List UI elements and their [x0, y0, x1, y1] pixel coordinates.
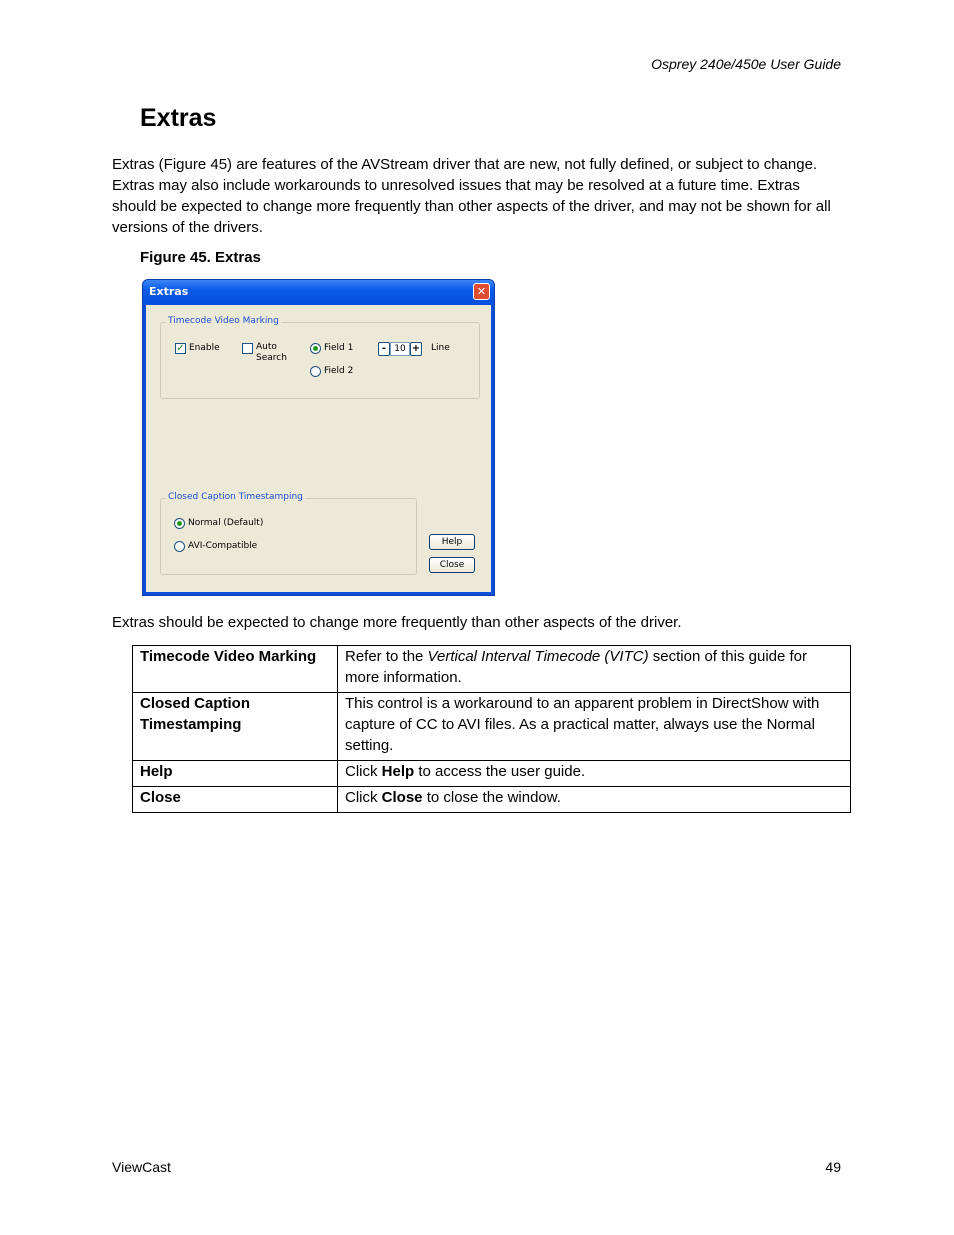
- field-1-label: Field 1: [324, 343, 354, 353]
- dialog-client-area: [146, 305, 491, 592]
- table-term: Timecode Video Marking: [133, 646, 338, 693]
- desc-text: to close the window.: [422, 789, 561, 806]
- table-term: Closed Caption Timestamping: [133, 693, 338, 761]
- desc-text: Click: [345, 789, 382, 806]
- desc-text: Refer to the: [345, 648, 428, 665]
- page-number: 49: [825, 1159, 841, 1175]
- help-button[interactable]: Help: [429, 534, 475, 550]
- auto-search-checkbox[interactable]: [242, 343, 253, 354]
- caption-group-legend: Closed Caption Timestamping: [168, 492, 303, 502]
- timecode-group-legend: Timecode Video Marking: [168, 316, 279, 326]
- running-header: Osprey 240e/450e User Guide: [651, 56, 841, 72]
- table-description: This control is a workaround to an apparent problem in DirectShow with capture of CC to AVI files. As a practical matter, always use the Normal setting.: [338, 693, 851, 761]
- table-row: [133, 787, 851, 813]
- auto-search-label: Auto Search: [256, 342, 287, 363]
- table-term: Help: [133, 761, 338, 787]
- desc-text: to access the user guide.: [414, 763, 586, 780]
- normal-default-label: Normal (Default): [188, 518, 264, 528]
- table-description: [338, 761, 851, 787]
- enable-checkbox[interactable]: [175, 343, 186, 354]
- line-number-field[interactable]: 10: [390, 342, 410, 356]
- close-button[interactable]: Close: [429, 557, 475, 573]
- dialog-title: Extras: [149, 285, 189, 298]
- footer-brand: ViewCast: [112, 1159, 171, 1175]
- dialog-titlebar: [143, 280, 494, 305]
- vitc-reference: Vertical Interval Timecode (VITC): [427, 648, 649, 665]
- avi-compatible-label: AVI-Compatible: [188, 541, 258, 551]
- closed-caption-timestamping-group: [160, 492, 417, 575]
- desc-bold: Help: [381, 763, 415, 780]
- after-figure-paragraph: Extras should be expected to change more frequently than other aspects of the driver.: [112, 614, 682, 631]
- extras-description-table: [132, 645, 851, 813]
- table-term: Close: [133, 787, 338, 813]
- table-description: [338, 646, 851, 693]
- normal-default-radio[interactable]: [174, 518, 185, 529]
- table-row: [133, 761, 851, 787]
- timecode-video-marking-group: [160, 316, 480, 399]
- intro-paragraph: Extras (Figure 45) are features of the AVStream driver that are new, not fully defined, or subject to change. Extras may also include workarounds to unresolved issues that may be resolved at a future time. Extras should be expected to change more frequently than other aspects of the driver, and may not be shown for all versions of the drivers.: [112, 156, 831, 236]
- field-2-radio[interactable]: [310, 366, 321, 377]
- table-row: [133, 646, 851, 693]
- desc-text: section of this guide for more information.: [345, 648, 808, 686]
- table-description: [338, 787, 851, 813]
- enable-label: Enable: [189, 343, 220, 353]
- desc-bold: Close: [381, 789, 423, 806]
- desc-text: Click: [345, 763, 382, 780]
- field-2-label: Field 2: [324, 366, 354, 376]
- line-decrement-button[interactable]: -: [378, 342, 390, 356]
- line-label: Line: [431, 343, 450, 353]
- table-row: [133, 693, 851, 761]
- avi-compatible-radio[interactable]: [174, 541, 185, 552]
- close-icon[interactable]: ✕: [473, 283, 490, 300]
- checkmark-icon: ✓: [176, 343, 185, 354]
- section-title: Extras: [140, 104, 217, 132]
- line-increment-button[interactable]: +: [411, 343, 421, 354]
- figure-caption: Figure 45. Extras: [140, 249, 261, 266]
- field-1-radio[interactable]: [310, 343, 321, 354]
- extras-dialog: [142, 279, 495, 596]
